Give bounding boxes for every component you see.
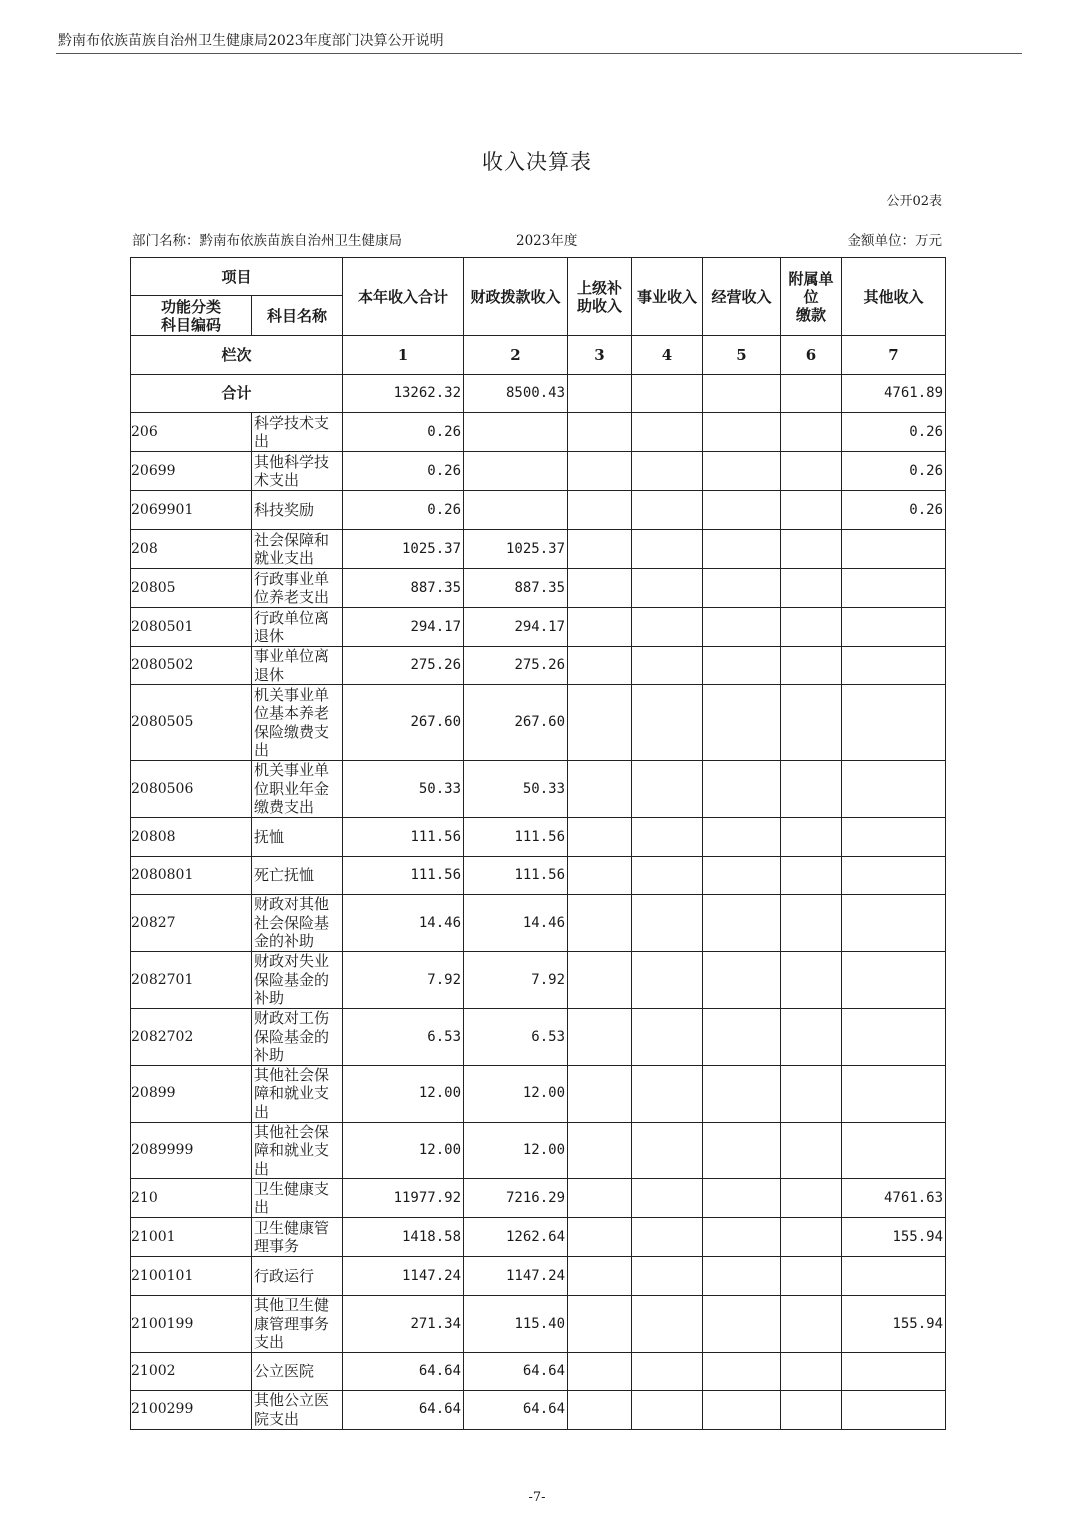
row-business-value [632,1009,703,1066]
row-affiliated-value [781,1065,842,1122]
row-superior-value [568,413,632,452]
row-superior-value [568,857,632,895]
header-other: 其他收入 [842,258,946,336]
row-operating-value [703,1122,781,1179]
header-code: 功能分类 科目编码 [131,296,252,336]
header-superior: 上级补 助收入 [568,258,632,336]
row-fiscal-value: 64.64 [464,1390,568,1429]
row-affiliated-value [781,685,842,761]
column-index-4: 4 [632,336,703,375]
column-index-5: 5 [703,336,781,375]
row-superior-value [568,761,632,818]
row-business-value [632,1257,703,1296]
row-other-value: 155.94 [842,1218,946,1257]
table-row [131,569,946,608]
row-total-value: 294.17 [343,608,464,647]
row-code: 20699 [131,452,252,491]
row-code: 2100101 [131,1257,252,1296]
row-operating-value [703,761,781,818]
row-subject-name: 其他公立医院支出 [252,1390,343,1429]
row-other-value [842,608,946,647]
total-affiliated [781,375,842,413]
row-other-value [842,1065,946,1122]
header-business: 事业收入 [632,258,703,336]
row-operating-value [703,1179,781,1218]
row-business-value [632,1122,703,1179]
row-code: 2100299 [131,1390,252,1429]
row-affiliated-value [781,413,842,452]
row-superior-value [568,1218,632,1257]
row-affiliated-value [781,452,842,491]
row-total-value: 887.35 [343,569,464,608]
total-row [131,375,946,413]
row-fiscal-value: 1147.24 [464,1257,568,1296]
total-sum: 13262.32 [343,375,464,413]
row-business-value [632,647,703,685]
row-subject-name: 死亡抚恤 [252,857,343,895]
row-fiscal-value: 14.46 [464,895,568,952]
row-fiscal-value: 267.60 [464,685,568,761]
row-code: 2080501 [131,608,252,647]
row-business-value [632,1390,703,1429]
row-superior-value [568,952,632,1009]
row-affiliated-value [781,1296,842,1353]
row-affiliated-value [781,569,842,608]
row-operating-value [703,413,781,452]
row-code: 2100199 [131,1296,252,1353]
row-affiliated-value [781,1009,842,1066]
row-superior-value [568,895,632,952]
running-header: 黔南布依族苗族自治州卫生健康局2023年度部门决算公开说明 [58,33,444,49]
row-subject-name: 事业单位离退休 [252,647,343,685]
row-total-value: 64.64 [343,1390,464,1429]
row-other-value [842,857,946,895]
row-fiscal-value: 294.17 [464,608,568,647]
row-subject-name: 行政事业单位养老支出 [252,569,343,608]
row-superior-value [568,452,632,491]
page-title: 收入决算表 [482,150,592,174]
row-total-value: 0.26 [343,452,464,491]
table-row [131,895,946,952]
row-business-value [632,530,703,569]
row-code: 2080502 [131,647,252,685]
row-superior-value [568,647,632,685]
row-operating-value [703,647,781,685]
row-subject-name: 卫生健康管理事务 [252,1218,343,1257]
row-code: 2080506 [131,761,252,818]
row-subject-name: 科学技术支出 [252,413,343,452]
row-affiliated-value [781,530,842,569]
row-other-value: 155.94 [842,1296,946,1353]
table-row [131,1122,946,1179]
row-other-value [842,530,946,569]
row-affiliated-value [781,1179,842,1218]
row-business-value [632,857,703,895]
row-business-value [632,1065,703,1122]
row-superior-value [568,1352,632,1390]
total-superior [568,375,632,413]
row-other-value [842,818,946,857]
row-business-value [632,1218,703,1257]
row-code: 208 [131,530,252,569]
row-fiscal-value: 12.00 [464,1122,568,1179]
row-total-value: 64.64 [343,1352,464,1390]
row-affiliated-value [781,1218,842,1257]
row-superior-value [568,685,632,761]
row-subject-name: 其他社会保障和就业支出 [252,1065,343,1122]
row-subject-name: 公立医院 [252,1352,343,1390]
row-total-value: 6.53 [343,1009,464,1066]
row-operating-value [703,1065,781,1122]
row-fiscal-value: 12.00 [464,1065,568,1122]
row-total-value: 1147.24 [343,1257,464,1296]
header-total: 本年收入合计 [343,258,464,336]
table-row [131,1065,946,1122]
table-row [131,1009,946,1066]
row-total-value: 50.33 [343,761,464,818]
row-affiliated-value [781,491,842,530]
row-subject-name: 行政运行 [252,1257,343,1296]
row-superior-value [568,1390,632,1429]
row-fiscal-value: 111.56 [464,818,568,857]
row-business-value [632,818,703,857]
row-fiscal-value: 7.92 [464,952,568,1009]
row-total-value: 267.60 [343,685,464,761]
row-fiscal-value: 64.64 [464,1352,568,1390]
table-row [131,413,946,452]
row-total-value: 14.46 [343,895,464,952]
row-operating-value [703,1009,781,1066]
row-operating-value [703,530,781,569]
row-affiliated-value [781,761,842,818]
row-total-value: 11977.92 [343,1179,464,1218]
row-subject-name: 抚恤 [252,818,343,857]
table-row [131,1390,946,1429]
row-operating-value [703,1390,781,1429]
row-affiliated-value [781,818,842,857]
row-code: 2089999 [131,1122,252,1179]
row-other-value: 0.26 [842,452,946,491]
row-code: 2082701 [131,952,252,1009]
row-fiscal-value: 115.40 [464,1296,568,1353]
header-item: 项目 [131,258,343,296]
row-total-value: 1025.37 [343,530,464,569]
row-total-value: 7.92 [343,952,464,1009]
row-subject-name: 其他卫生健康管理事务支出 [252,1296,343,1353]
row-fiscal-value: 275.26 [464,647,568,685]
row-superior-value [568,1296,632,1353]
row-affiliated-value [781,952,842,1009]
row-operating-value [703,608,781,647]
column-index-label: 栏次 [131,336,343,375]
column-index-7: 7 [842,336,946,375]
row-total-value: 1418.58 [343,1218,464,1257]
header-fiscal: 财政拨款收入 [464,258,568,336]
row-operating-value [703,491,781,530]
row-subject-name: 卫生健康支出 [252,1179,343,1218]
row-other-value [842,952,946,1009]
row-total-value: 0.26 [343,491,464,530]
column-index-2: 2 [464,336,568,375]
row-business-value [632,895,703,952]
row-code: 2069901 [131,491,252,530]
table-row [131,1296,946,1353]
row-business-value [632,569,703,608]
row-superior-value [568,608,632,647]
row-business-value [632,761,703,818]
row-fiscal-value [464,491,568,530]
row-subject-name: 社会保障和就业支出 [252,530,343,569]
row-superior-value [568,530,632,569]
total-business [632,375,703,413]
column-index-1: 1 [343,336,464,375]
table-row [131,857,946,895]
department-name: 部门名称：黔南布依族苗族自治州卫生健康局 [132,233,402,249]
row-business-value [632,608,703,647]
row-business-value [632,413,703,452]
row-subject-name: 其他科学技术支出 [252,452,343,491]
row-other-value [842,685,946,761]
row-operating-value [703,818,781,857]
row-total-value: 271.34 [343,1296,464,1353]
table-id: 公开02表 [886,194,942,209]
row-other-value [842,1009,946,1066]
row-other-value [842,895,946,952]
row-fiscal-value: 1262.64 [464,1218,568,1257]
row-affiliated-value [781,647,842,685]
row-operating-value [703,1218,781,1257]
row-business-value [632,1352,703,1390]
row-subject-name: 财政对其他社会保险基金的补助 [252,895,343,952]
row-fiscal-value: 6.53 [464,1009,568,1066]
table-row [131,608,946,647]
row-other-value [842,1122,946,1179]
total-label: 合计 [131,375,343,413]
row-total-value: 12.00 [343,1065,464,1122]
row-code: 206 [131,413,252,452]
row-superior-value [568,818,632,857]
total-other: 4761.89 [842,375,946,413]
row-superior-value [568,1009,632,1066]
header-rule [56,53,1022,54]
row-fiscal-value: 7216.29 [464,1179,568,1218]
row-other-value [842,761,946,818]
table-row [131,761,946,818]
table-row [131,818,946,857]
row-other-value [842,569,946,608]
row-other-value: 4761.63 [842,1179,946,1218]
table-header [131,258,946,375]
row-code: 20805 [131,569,252,608]
row-operating-value [703,685,781,761]
row-superior-value [568,569,632,608]
row-affiliated-value [781,608,842,647]
table-row [131,1179,946,1218]
row-business-value [632,1296,703,1353]
row-superior-value [568,1179,632,1218]
row-code: 20808 [131,818,252,857]
row-fiscal-value: 50.33 [464,761,568,818]
row-total-value: 0.26 [343,413,464,452]
row-business-value [632,1179,703,1218]
table-row [131,952,946,1009]
row-other-value [842,647,946,685]
row-operating-value [703,895,781,952]
row-other-value [842,1390,946,1429]
row-code: 21001 [131,1218,252,1257]
table-row [131,1352,946,1390]
table-body [131,375,946,1430]
amount-unit: 金额单位：万元 [847,233,942,249]
row-subject-name: 其他社会保障和就业支出 [252,1122,343,1179]
page-number: -7- [528,1490,546,1505]
column-index-6: 6 [781,336,842,375]
row-superior-value [568,1257,632,1296]
row-total-value: 275.26 [343,647,464,685]
table-row [131,685,946,761]
row-operating-value [703,1352,781,1390]
row-fiscal-value [464,413,568,452]
row-fiscal-value: 1025.37 [464,530,568,569]
total-fiscal: 8500.43 [464,375,568,413]
row-fiscal-value: 887.35 [464,569,568,608]
row-affiliated-value [781,1122,842,1179]
row-code: 210 [131,1179,252,1218]
row-total-value: 111.56 [343,818,464,857]
fiscal-year: 2023年度 [516,233,578,249]
row-superior-value [568,1065,632,1122]
row-total-value: 12.00 [343,1122,464,1179]
row-other-value [842,1352,946,1390]
row-business-value [632,491,703,530]
row-subject-name: 行政单位离退休 [252,608,343,647]
row-operating-value [703,1296,781,1353]
row-code: 2082702 [131,1009,252,1066]
row-affiliated-value [781,895,842,952]
row-affiliated-value [781,1352,842,1390]
row-other-value: 0.26 [842,491,946,530]
row-fiscal-value [464,452,568,491]
row-operating-value [703,452,781,491]
row-affiliated-value [781,1257,842,1296]
row-business-value [632,685,703,761]
header-name: 科目名称 [252,296,343,336]
row-superior-value [568,491,632,530]
table-row [131,1218,946,1257]
header-operating: 经营收入 [703,258,781,336]
row-other-value: 0.26 [842,413,946,452]
row-code: 2080505 [131,685,252,761]
row-subject-name: 科技奖励 [252,491,343,530]
row-subject-name: 财政对工伤保险基金的补助 [252,1009,343,1066]
header-affiliated: 附属单 位 缴款 [781,258,842,336]
table-row [131,1257,946,1296]
row-affiliated-value [781,857,842,895]
table-row [131,530,946,569]
row-code: 2080801 [131,857,252,895]
row-subject-name: 机关事业单位职业年金缴费支出 [252,761,343,818]
table-row [131,647,946,685]
table-row [131,452,946,491]
row-code: 21002 [131,1352,252,1390]
total-operating [703,375,781,413]
row-code: 20827 [131,895,252,952]
row-affiliated-value [781,1390,842,1429]
row-business-value [632,952,703,1009]
row-business-value [632,452,703,491]
table-row [131,491,946,530]
income-table [130,257,946,1430]
row-other-value [842,1257,946,1296]
row-operating-value [703,1257,781,1296]
row-code: 20899 [131,1065,252,1122]
row-total-value: 111.56 [343,857,464,895]
row-subject-name: 财政对失业保险基金的补助 [252,952,343,1009]
row-operating-value [703,952,781,1009]
column-index-3: 3 [568,336,632,375]
row-operating-value [703,569,781,608]
row-superior-value [568,1122,632,1179]
row-subject-name: 机关事业单位基本养老保险缴费支出 [252,685,343,761]
row-fiscal-value: 111.56 [464,857,568,895]
row-operating-value [703,857,781,895]
